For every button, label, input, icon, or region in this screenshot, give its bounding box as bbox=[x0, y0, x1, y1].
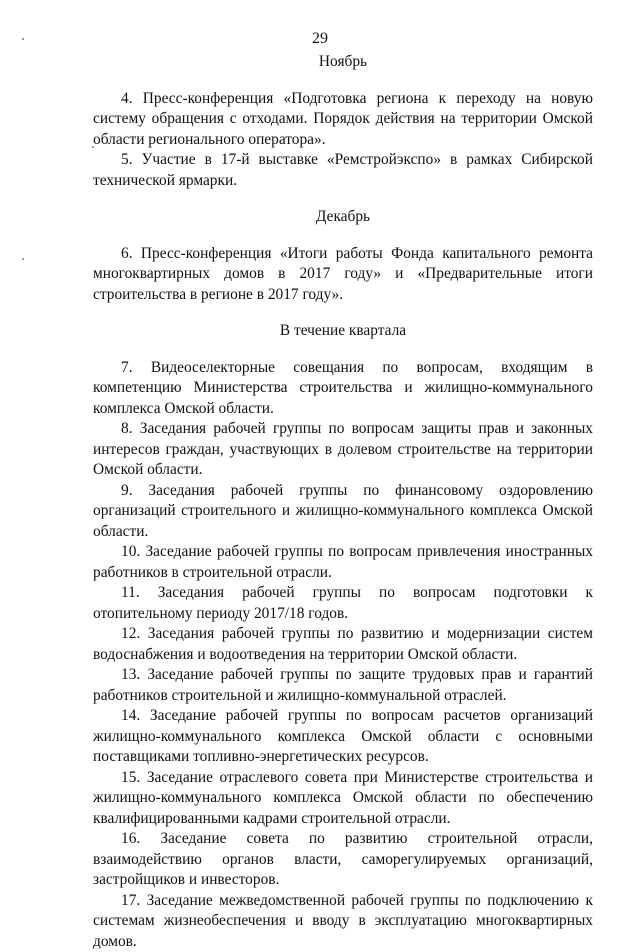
list-item: 13. Заседание рабочей группы по защите трудовых прав и гарантий работников строительной и жилищно-коммунальной отраслей. bbox=[93, 665, 593, 706]
list-item: 9. Заседания рабочей группы по финансовому оздоровлению организаций строительного и жилищно-коммунального комплекса Омской области. bbox=[93, 481, 593, 543]
section-heading-november: Ноябрь bbox=[93, 52, 593, 73]
section-heading-quarter: В течение квартала bbox=[93, 321, 593, 342]
list-item: 11. Заседания рабочей группы по вопросам подготовки к отопительному периоду 2017/18 годов. bbox=[93, 583, 593, 624]
list-item: 10. Заседание рабочей группы по вопросам привлечения иностранных работников в строительной отрасли. bbox=[93, 542, 593, 583]
list-item: 4. Пресс-конференция «Подготовка региона к переходу на новую систему обращения с отходами. Порядок действия на территории Омской области регионального оператора». bbox=[93, 89, 593, 151]
list-item: 17. Заседание межведомственной рабочей группы по подключению к системам жизнеобеспечения и вводу в эксплуатацию многоквартирных домов. bbox=[93, 891, 593, 952]
list-item: 16. Заседание совета по развитию строительной отрасли, взаимодействию органов власти, саморегулируемых организаций, застройщиков и инвесторов. bbox=[93, 829, 593, 891]
list-item: 15. Заседание отраслевого совета при Министерстве строительства и жилищно-коммунального комплекса Омской области по обеспечению квалифицированными кадрами строительной отрасли. bbox=[93, 768, 593, 830]
list-item: 14. Заседание рабочей группы по вопросам расчетов организаций жилищно-коммунального комплекса Омской области с основными поставщиками топливно-энергетических ресурсов. bbox=[93, 706, 593, 768]
list-item: 8. Заседания рабочей группы по вопросам защиты прав и законных интересов граждан, участвующих в долевом строительстве на территории Омской области. bbox=[93, 419, 593, 481]
list-item: 6. Пресс-конференция «Итоги работы Фонда капитального ремонта многоквартирных домов в 2017 году» и «Предварительные итоги строительства в регионе в 2017 году». bbox=[93, 244, 593, 306]
document-body bbox=[93, 52, 593, 952]
scan-speck bbox=[22, 258, 24, 260]
list-item: 5. Участие в 17-й выставке «Ремстройэкспо» в рамках Сибирской технической ярмарки. bbox=[93, 150, 593, 191]
list-item: 12. Заседания рабочей группы по развитию и модернизации систем водоснабжения и водоотведения на территории Омской области. bbox=[93, 624, 593, 665]
page-number: 29 bbox=[0, 30, 640, 48]
list-item: 7. Видеоселекторные совещания по вопросам, входящим в компетенцию Министерства строительства и жилищно-коммунального комплекса Омской области. bbox=[93, 358, 593, 420]
section-heading-december: Декабрь bbox=[93, 207, 593, 228]
